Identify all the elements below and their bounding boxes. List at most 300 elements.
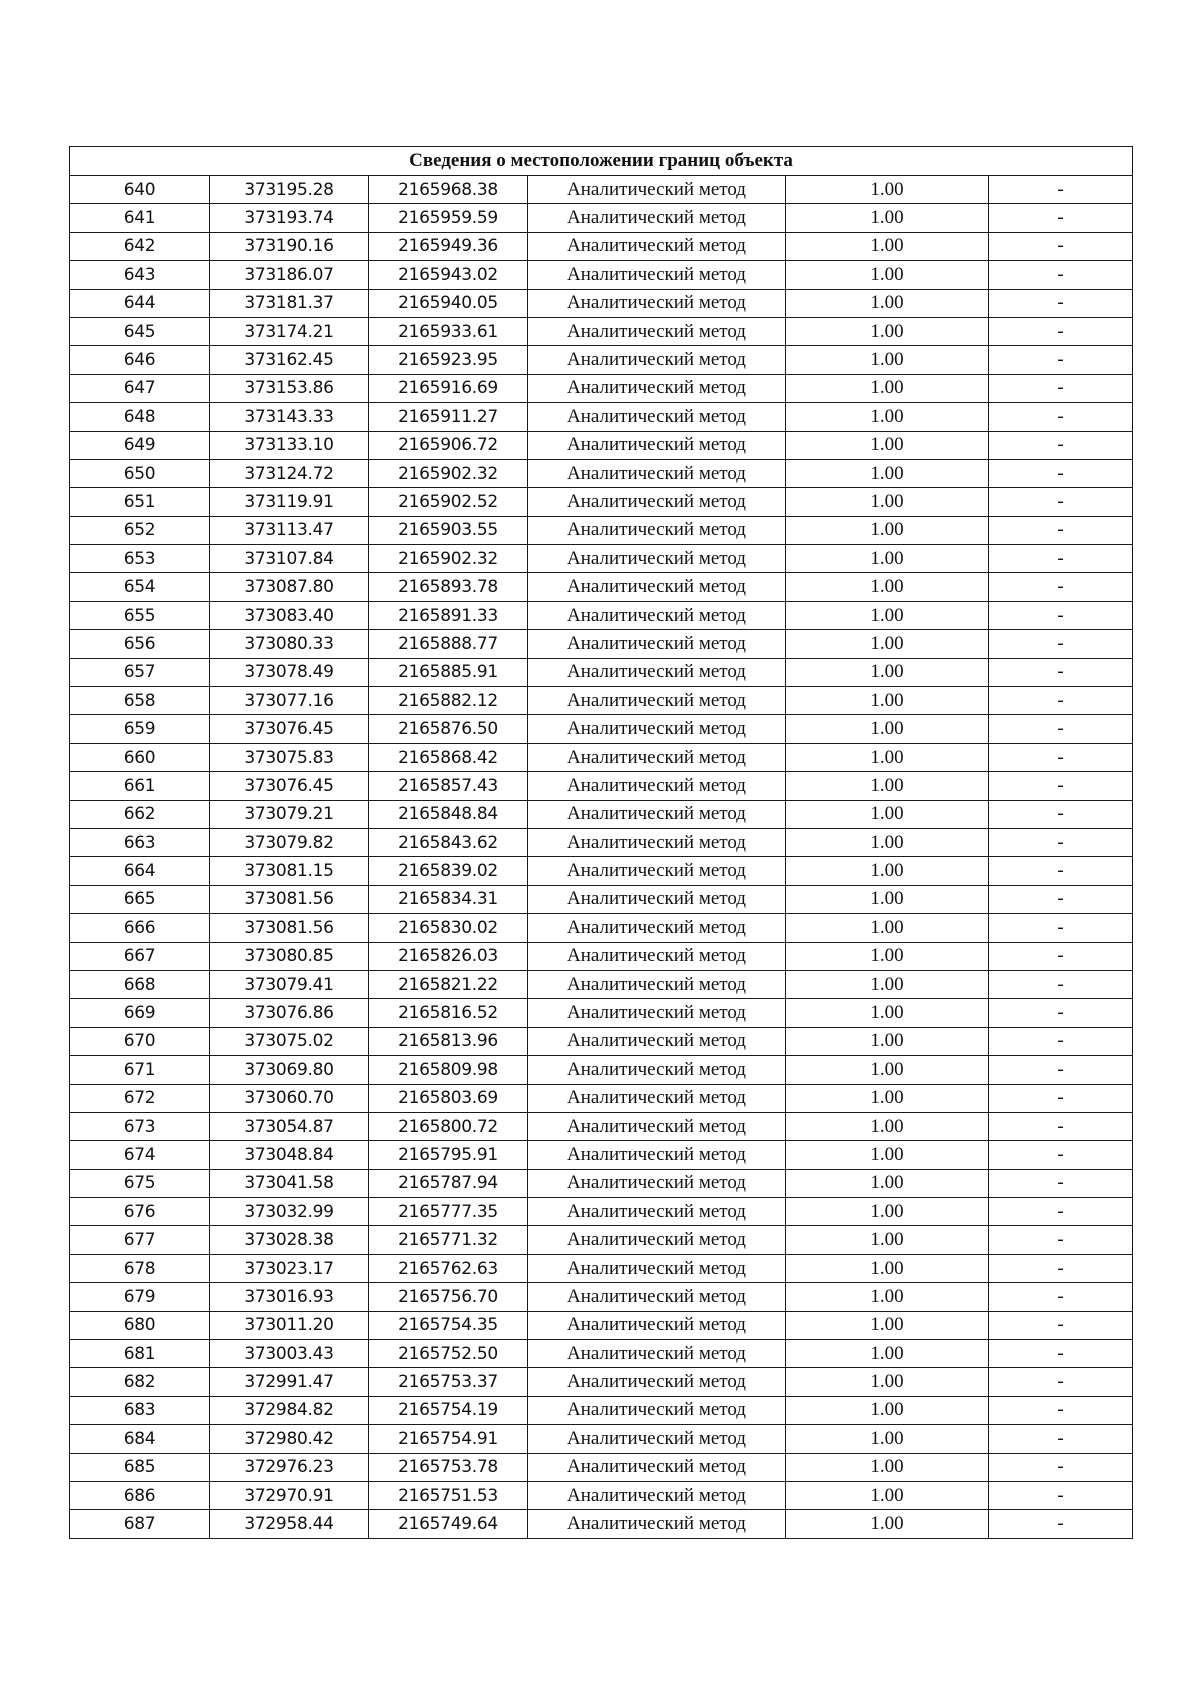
x-coordinate-cell: 373186.07 bbox=[210, 261, 369, 289]
accuracy-cell: 1.00 bbox=[786, 1254, 989, 1282]
note-cell: - bbox=[989, 772, 1133, 800]
point-number-cell: 672 bbox=[70, 1084, 210, 1112]
table-row bbox=[70, 970, 1133, 998]
method-cell: Аналитический метод bbox=[528, 1056, 786, 1084]
y-coordinate-cell: 2165902.52 bbox=[369, 488, 528, 516]
method-cell: Аналитический метод bbox=[528, 317, 786, 345]
accuracy-cell: 1.00 bbox=[786, 403, 989, 431]
y-coordinate-cell: 2165813.96 bbox=[369, 1027, 528, 1055]
accuracy-cell: 1.00 bbox=[786, 1510, 989, 1538]
point-number-cell: 679 bbox=[70, 1283, 210, 1311]
method-cell: Аналитический метод bbox=[528, 1084, 786, 1112]
table-row bbox=[70, 1141, 1133, 1169]
point-number-cell: 653 bbox=[70, 545, 210, 573]
point-number-cell: 680 bbox=[70, 1311, 210, 1339]
table-row bbox=[70, 488, 1133, 516]
x-coordinate-cell: 372970.91 bbox=[210, 1481, 369, 1509]
table-row bbox=[70, 1198, 1133, 1226]
y-coordinate-cell: 2165876.50 bbox=[369, 715, 528, 743]
note-cell: - bbox=[989, 1169, 1133, 1197]
y-coordinate-cell: 2165753.37 bbox=[369, 1368, 528, 1396]
method-cell: Аналитический метод bbox=[528, 403, 786, 431]
method-cell: Аналитический метод bbox=[528, 885, 786, 913]
accuracy-cell: 1.00 bbox=[786, 715, 989, 743]
note-cell: - bbox=[989, 1027, 1133, 1055]
note-cell: - bbox=[989, 1453, 1133, 1481]
accuracy-cell: 1.00 bbox=[786, 1056, 989, 1084]
table-row bbox=[70, 1169, 1133, 1197]
y-coordinate-cell: 2165777.35 bbox=[369, 1198, 528, 1226]
accuracy-cell: 1.00 bbox=[786, 885, 989, 913]
point-number-cell: 666 bbox=[70, 914, 210, 942]
y-coordinate-cell: 2165800.72 bbox=[369, 1112, 528, 1140]
method-cell: Аналитический метод bbox=[528, 1510, 786, 1538]
y-coordinate-cell: 2165839.02 bbox=[369, 857, 528, 885]
x-coordinate-cell: 373079.21 bbox=[210, 800, 369, 828]
accuracy-cell: 1.00 bbox=[786, 1283, 989, 1311]
note-cell: - bbox=[989, 942, 1133, 970]
accuracy-cell: 1.00 bbox=[786, 516, 989, 544]
x-coordinate-cell: 372991.47 bbox=[210, 1368, 369, 1396]
y-coordinate-cell: 2165857.43 bbox=[369, 772, 528, 800]
y-coordinate-cell: 2165751.53 bbox=[369, 1481, 528, 1509]
note-cell: - bbox=[989, 1198, 1133, 1226]
point-number-cell: 649 bbox=[70, 431, 210, 459]
y-coordinate-cell: 2165826.03 bbox=[369, 942, 528, 970]
method-cell: Аналитический метод bbox=[528, 1340, 786, 1368]
method-cell: Аналитический метод bbox=[528, 857, 786, 885]
y-coordinate-cell: 2165916.69 bbox=[369, 374, 528, 402]
method-cell: Аналитический метод bbox=[528, 573, 786, 601]
method-cell: Аналитический метод bbox=[528, 1396, 786, 1424]
boundary-coordinates-table bbox=[69, 146, 1133, 1539]
method-cell: Аналитический метод bbox=[528, 459, 786, 487]
y-coordinate-cell: 2165749.64 bbox=[369, 1510, 528, 1538]
x-coordinate-cell: 373076.45 bbox=[210, 772, 369, 800]
y-coordinate-cell: 2165762.63 bbox=[369, 1254, 528, 1282]
note-cell: - bbox=[989, 857, 1133, 885]
point-number-cell: 685 bbox=[70, 1453, 210, 1481]
point-number-cell: 661 bbox=[70, 772, 210, 800]
point-number-cell: 656 bbox=[70, 630, 210, 658]
x-coordinate-cell: 373107.84 bbox=[210, 545, 369, 573]
accuracy-cell: 1.00 bbox=[786, 914, 989, 942]
y-coordinate-cell: 2165754.91 bbox=[369, 1425, 528, 1453]
point-number-cell: 669 bbox=[70, 999, 210, 1027]
note-cell: - bbox=[989, 1368, 1133, 1396]
note-cell: - bbox=[989, 1311, 1133, 1339]
x-coordinate-cell: 373153.86 bbox=[210, 374, 369, 402]
x-coordinate-cell: 373078.49 bbox=[210, 658, 369, 686]
accuracy-cell: 1.00 bbox=[786, 431, 989, 459]
point-number-cell: 673 bbox=[70, 1112, 210, 1140]
table-row bbox=[70, 431, 1133, 459]
point-number-cell: 658 bbox=[70, 687, 210, 715]
note-cell: - bbox=[989, 743, 1133, 771]
y-coordinate-cell: 2165821.22 bbox=[369, 970, 528, 998]
x-coordinate-cell: 373081.56 bbox=[210, 885, 369, 913]
method-cell: Аналитический метод bbox=[528, 516, 786, 544]
accuracy-cell: 1.00 bbox=[786, 970, 989, 998]
table-row bbox=[70, 1481, 1133, 1509]
accuracy-cell: 1.00 bbox=[786, 317, 989, 345]
table-row bbox=[70, 1056, 1133, 1084]
method-cell: Аналитический метод bbox=[528, 772, 786, 800]
accuracy-cell: 1.00 bbox=[786, 800, 989, 828]
note-cell: - bbox=[989, 573, 1133, 601]
method-cell: Аналитический метод bbox=[528, 630, 786, 658]
table-row bbox=[70, 1453, 1133, 1481]
note-cell: - bbox=[989, 545, 1133, 573]
point-number-cell: 663 bbox=[70, 828, 210, 856]
x-coordinate-cell: 373048.84 bbox=[210, 1141, 369, 1169]
accuracy-cell: 1.00 bbox=[786, 1226, 989, 1254]
point-number-cell: 657 bbox=[70, 658, 210, 686]
y-coordinate-cell: 2165756.70 bbox=[369, 1283, 528, 1311]
y-coordinate-cell: 2165893.78 bbox=[369, 573, 528, 601]
x-coordinate-cell: 373195.28 bbox=[210, 176, 369, 204]
x-coordinate-cell: 373181.37 bbox=[210, 289, 369, 317]
point-number-cell: 655 bbox=[70, 601, 210, 629]
accuracy-cell: 1.00 bbox=[786, 1368, 989, 1396]
accuracy-cell: 1.00 bbox=[786, 630, 989, 658]
point-number-cell: 643 bbox=[70, 261, 210, 289]
accuracy-cell: 1.00 bbox=[786, 1453, 989, 1481]
table-row bbox=[70, 346, 1133, 374]
method-cell: Аналитический метод bbox=[528, 1198, 786, 1226]
x-coordinate-cell: 373011.20 bbox=[210, 1311, 369, 1339]
table-row bbox=[70, 1425, 1133, 1453]
note-cell: - bbox=[989, 1226, 1133, 1254]
method-cell: Аналитический метод bbox=[528, 601, 786, 629]
y-coordinate-cell: 2165902.32 bbox=[369, 545, 528, 573]
y-coordinate-cell: 2165891.33 bbox=[369, 601, 528, 629]
method-cell: Аналитический метод bbox=[528, 1368, 786, 1396]
x-coordinate-cell: 373079.41 bbox=[210, 970, 369, 998]
table-row bbox=[70, 374, 1133, 402]
point-number-cell: 675 bbox=[70, 1169, 210, 1197]
point-number-cell: 652 bbox=[70, 516, 210, 544]
note-cell: - bbox=[989, 374, 1133, 402]
point-number-cell: 676 bbox=[70, 1198, 210, 1226]
table-row bbox=[70, 176, 1133, 204]
accuracy-cell: 1.00 bbox=[786, 176, 989, 204]
note-cell: - bbox=[989, 176, 1133, 204]
table-row bbox=[70, 1283, 1133, 1311]
note-cell: - bbox=[989, 1396, 1133, 1424]
y-coordinate-cell: 2165882.12 bbox=[369, 687, 528, 715]
y-coordinate-cell: 2165911.27 bbox=[369, 403, 528, 431]
note-cell: - bbox=[989, 488, 1133, 516]
accuracy-cell: 1.00 bbox=[786, 1198, 989, 1226]
point-number-cell: 641 bbox=[70, 204, 210, 232]
x-coordinate-cell: 373079.82 bbox=[210, 828, 369, 856]
note-cell: - bbox=[989, 431, 1133, 459]
method-cell: Аналитический метод bbox=[528, 1425, 786, 1453]
point-number-cell: 667 bbox=[70, 942, 210, 970]
method-cell: Аналитический метод bbox=[528, 828, 786, 856]
note-cell: - bbox=[989, 800, 1133, 828]
x-coordinate-cell: 373083.40 bbox=[210, 601, 369, 629]
accuracy-cell: 1.00 bbox=[786, 601, 989, 629]
x-coordinate-cell: 373080.33 bbox=[210, 630, 369, 658]
x-coordinate-cell: 373143.33 bbox=[210, 403, 369, 431]
x-coordinate-cell: 373054.87 bbox=[210, 1112, 369, 1140]
table-row bbox=[70, 204, 1133, 232]
accuracy-cell: 1.00 bbox=[786, 1396, 989, 1424]
accuracy-cell: 1.00 bbox=[786, 545, 989, 573]
table-row bbox=[70, 1368, 1133, 1396]
accuracy-cell: 1.00 bbox=[786, 1340, 989, 1368]
point-number-cell: 687 bbox=[70, 1510, 210, 1538]
point-number-cell: 647 bbox=[70, 374, 210, 402]
x-coordinate-cell: 373081.56 bbox=[210, 914, 369, 942]
point-number-cell: 677 bbox=[70, 1226, 210, 1254]
note-cell: - bbox=[989, 970, 1133, 998]
method-cell: Аналитический метод bbox=[528, 914, 786, 942]
table-row bbox=[70, 715, 1133, 743]
method-cell: Аналитический метод bbox=[528, 1226, 786, 1254]
table-row bbox=[70, 857, 1133, 885]
note-cell: - bbox=[989, 999, 1133, 1027]
method-cell: Аналитический метод bbox=[528, 942, 786, 970]
y-coordinate-cell: 2165830.02 bbox=[369, 914, 528, 942]
note-cell: - bbox=[989, 232, 1133, 260]
x-coordinate-cell: 373032.99 bbox=[210, 1198, 369, 1226]
note-cell: - bbox=[989, 1084, 1133, 1112]
table-body bbox=[70, 176, 1133, 1539]
table-row bbox=[70, 828, 1133, 856]
accuracy-cell: 1.00 bbox=[786, 1311, 989, 1339]
table-title-row bbox=[70, 147, 1133, 176]
accuracy-cell: 1.00 bbox=[786, 857, 989, 885]
note-cell: - bbox=[989, 1425, 1133, 1453]
y-coordinate-cell: 2165868.42 bbox=[369, 743, 528, 771]
point-number-cell: 668 bbox=[70, 970, 210, 998]
x-coordinate-cell: 373075.02 bbox=[210, 1027, 369, 1055]
accuracy-cell: 1.00 bbox=[786, 999, 989, 1027]
x-coordinate-cell: 373076.45 bbox=[210, 715, 369, 743]
method-cell: Аналитический метод bbox=[528, 374, 786, 402]
point-number-cell: 684 bbox=[70, 1425, 210, 1453]
method-cell: Аналитический метод bbox=[528, 1481, 786, 1509]
x-coordinate-cell: 373075.83 bbox=[210, 743, 369, 771]
note-cell: - bbox=[989, 346, 1133, 374]
accuracy-cell: 1.00 bbox=[786, 459, 989, 487]
table-row bbox=[70, 516, 1133, 544]
note-cell: - bbox=[989, 687, 1133, 715]
method-cell: Аналитический метод bbox=[528, 232, 786, 260]
point-number-cell: 662 bbox=[70, 800, 210, 828]
table-row bbox=[70, 630, 1133, 658]
method-cell: Аналитический метод bbox=[528, 743, 786, 771]
x-coordinate-cell: 373124.72 bbox=[210, 459, 369, 487]
y-coordinate-cell: 2165816.52 bbox=[369, 999, 528, 1027]
table-row bbox=[70, 1226, 1133, 1254]
method-cell: Аналитический метод bbox=[528, 204, 786, 232]
y-coordinate-cell: 2165834.31 bbox=[369, 885, 528, 913]
note-cell: - bbox=[989, 1254, 1133, 1282]
note-cell: - bbox=[989, 403, 1133, 431]
point-number-cell: 670 bbox=[70, 1027, 210, 1055]
note-cell: - bbox=[989, 516, 1133, 544]
accuracy-cell: 1.00 bbox=[786, 1141, 989, 1169]
table-row bbox=[70, 658, 1133, 686]
note-cell: - bbox=[989, 885, 1133, 913]
method-cell: Аналитический метод bbox=[528, 1112, 786, 1140]
note-cell: - bbox=[989, 630, 1133, 658]
method-cell: Аналитический метод bbox=[528, 1027, 786, 1055]
y-coordinate-cell: 2165771.32 bbox=[369, 1226, 528, 1254]
accuracy-cell: 1.00 bbox=[786, 289, 989, 317]
y-coordinate-cell: 2165902.32 bbox=[369, 459, 528, 487]
y-coordinate-cell: 2165923.95 bbox=[369, 346, 528, 374]
point-number-cell: 654 bbox=[70, 573, 210, 601]
note-cell: - bbox=[989, 261, 1133, 289]
note-cell: - bbox=[989, 828, 1133, 856]
x-coordinate-cell: 372976.23 bbox=[210, 1453, 369, 1481]
accuracy-cell: 1.00 bbox=[786, 828, 989, 856]
x-coordinate-cell: 372980.42 bbox=[210, 1425, 369, 1453]
method-cell: Аналитический метод bbox=[528, 1254, 786, 1282]
table-row bbox=[70, 772, 1133, 800]
table-row bbox=[70, 601, 1133, 629]
table-row bbox=[70, 573, 1133, 601]
method-cell: Аналитический метод bbox=[528, 176, 786, 204]
table-row bbox=[70, 317, 1133, 345]
table-row bbox=[70, 743, 1133, 771]
point-number-cell: 644 bbox=[70, 289, 210, 317]
y-coordinate-cell: 2165885.91 bbox=[369, 658, 528, 686]
point-number-cell: 682 bbox=[70, 1368, 210, 1396]
note-cell: - bbox=[989, 658, 1133, 686]
method-cell: Аналитический метод bbox=[528, 1169, 786, 1197]
x-coordinate-cell: 373077.16 bbox=[210, 687, 369, 715]
accuracy-cell: 1.00 bbox=[786, 232, 989, 260]
table-row bbox=[70, 545, 1133, 573]
method-cell: Аналитический метод bbox=[528, 488, 786, 516]
note-cell: - bbox=[989, 715, 1133, 743]
point-number-cell: 651 bbox=[70, 488, 210, 516]
method-cell: Аналитический метод bbox=[528, 1453, 786, 1481]
x-coordinate-cell: 373003.43 bbox=[210, 1340, 369, 1368]
table-row bbox=[70, 1396, 1133, 1424]
x-coordinate-cell: 373113.47 bbox=[210, 516, 369, 544]
x-coordinate-cell: 373174.21 bbox=[210, 317, 369, 345]
method-cell: Аналитический метод bbox=[528, 1283, 786, 1311]
note-cell: - bbox=[989, 317, 1133, 345]
point-number-cell: 642 bbox=[70, 232, 210, 260]
method-cell: Аналитический метод bbox=[528, 800, 786, 828]
note-cell: - bbox=[989, 1340, 1133, 1368]
table-row bbox=[70, 942, 1133, 970]
method-cell: Аналитический метод bbox=[528, 431, 786, 459]
accuracy-cell: 1.00 bbox=[786, 687, 989, 715]
x-coordinate-cell: 373162.45 bbox=[210, 346, 369, 374]
x-coordinate-cell: 373028.38 bbox=[210, 1226, 369, 1254]
y-coordinate-cell: 2165968.38 bbox=[369, 176, 528, 204]
accuracy-cell: 1.00 bbox=[786, 942, 989, 970]
x-coordinate-cell: 373087.80 bbox=[210, 573, 369, 601]
x-coordinate-cell: 373133.10 bbox=[210, 431, 369, 459]
table-row bbox=[70, 289, 1133, 317]
point-number-cell: 671 bbox=[70, 1056, 210, 1084]
x-coordinate-cell: 373016.93 bbox=[210, 1283, 369, 1311]
accuracy-cell: 1.00 bbox=[786, 261, 989, 289]
method-cell: Аналитический метод bbox=[528, 715, 786, 743]
method-cell: Аналитический метод bbox=[528, 1311, 786, 1339]
table-row bbox=[70, 1340, 1133, 1368]
point-number-cell: 678 bbox=[70, 1254, 210, 1282]
y-coordinate-cell: 2165754.19 bbox=[369, 1396, 528, 1424]
method-cell: Аналитический метод bbox=[528, 346, 786, 374]
point-number-cell: 640 bbox=[70, 176, 210, 204]
point-number-cell: 686 bbox=[70, 1481, 210, 1509]
table-row bbox=[70, 687, 1133, 715]
accuracy-cell: 1.00 bbox=[786, 488, 989, 516]
point-number-cell: 683 bbox=[70, 1396, 210, 1424]
x-coordinate-cell: 373060.70 bbox=[210, 1084, 369, 1112]
y-coordinate-cell: 2165933.61 bbox=[369, 317, 528, 345]
accuracy-cell: 1.00 bbox=[786, 1425, 989, 1453]
accuracy-cell: 1.00 bbox=[786, 374, 989, 402]
y-coordinate-cell: 2165949.36 bbox=[369, 232, 528, 260]
table-row bbox=[70, 1084, 1133, 1112]
x-coordinate-cell: 373069.80 bbox=[210, 1056, 369, 1084]
note-cell: - bbox=[989, 1510, 1133, 1538]
table-row bbox=[70, 1027, 1133, 1055]
x-coordinate-cell: 373190.16 bbox=[210, 232, 369, 260]
table-row bbox=[70, 232, 1133, 260]
method-cell: Аналитический метод bbox=[528, 545, 786, 573]
table-row bbox=[70, 1510, 1133, 1538]
method-cell: Аналитический метод bbox=[528, 687, 786, 715]
note-cell: - bbox=[989, 1056, 1133, 1084]
y-coordinate-cell: 2165959.59 bbox=[369, 204, 528, 232]
note-cell: - bbox=[989, 1141, 1133, 1169]
point-number-cell: 681 bbox=[70, 1340, 210, 1368]
accuracy-cell: 1.00 bbox=[786, 573, 989, 601]
y-coordinate-cell: 2165803.69 bbox=[369, 1084, 528, 1112]
point-number-cell: 650 bbox=[70, 459, 210, 487]
accuracy-cell: 1.00 bbox=[786, 743, 989, 771]
method-cell: Аналитический метод bbox=[528, 970, 786, 998]
accuracy-cell: 1.00 bbox=[786, 1027, 989, 1055]
point-number-cell: 646 bbox=[70, 346, 210, 374]
table-title: Сведения о местоположении границ объекта bbox=[70, 147, 1133, 176]
accuracy-cell: 1.00 bbox=[786, 1084, 989, 1112]
table-row bbox=[70, 459, 1133, 487]
method-cell: Аналитический метод bbox=[528, 1141, 786, 1169]
x-coordinate-cell: 373119.91 bbox=[210, 488, 369, 516]
y-coordinate-cell: 2165787.94 bbox=[369, 1169, 528, 1197]
accuracy-cell: 1.00 bbox=[786, 772, 989, 800]
method-cell: Аналитический метод bbox=[528, 261, 786, 289]
accuracy-cell: 1.00 bbox=[786, 204, 989, 232]
y-coordinate-cell: 2165943.02 bbox=[369, 261, 528, 289]
table-row bbox=[70, 1112, 1133, 1140]
x-coordinate-cell: 372984.82 bbox=[210, 1396, 369, 1424]
point-number-cell: 665 bbox=[70, 885, 210, 913]
y-coordinate-cell: 2165843.62 bbox=[369, 828, 528, 856]
note-cell: - bbox=[989, 914, 1133, 942]
table-row bbox=[70, 403, 1133, 431]
y-coordinate-cell: 2165752.50 bbox=[369, 1340, 528, 1368]
method-cell: Аналитический метод bbox=[528, 289, 786, 317]
x-coordinate-cell: 373023.17 bbox=[210, 1254, 369, 1282]
x-coordinate-cell: 372958.44 bbox=[210, 1510, 369, 1538]
table-row bbox=[70, 261, 1133, 289]
